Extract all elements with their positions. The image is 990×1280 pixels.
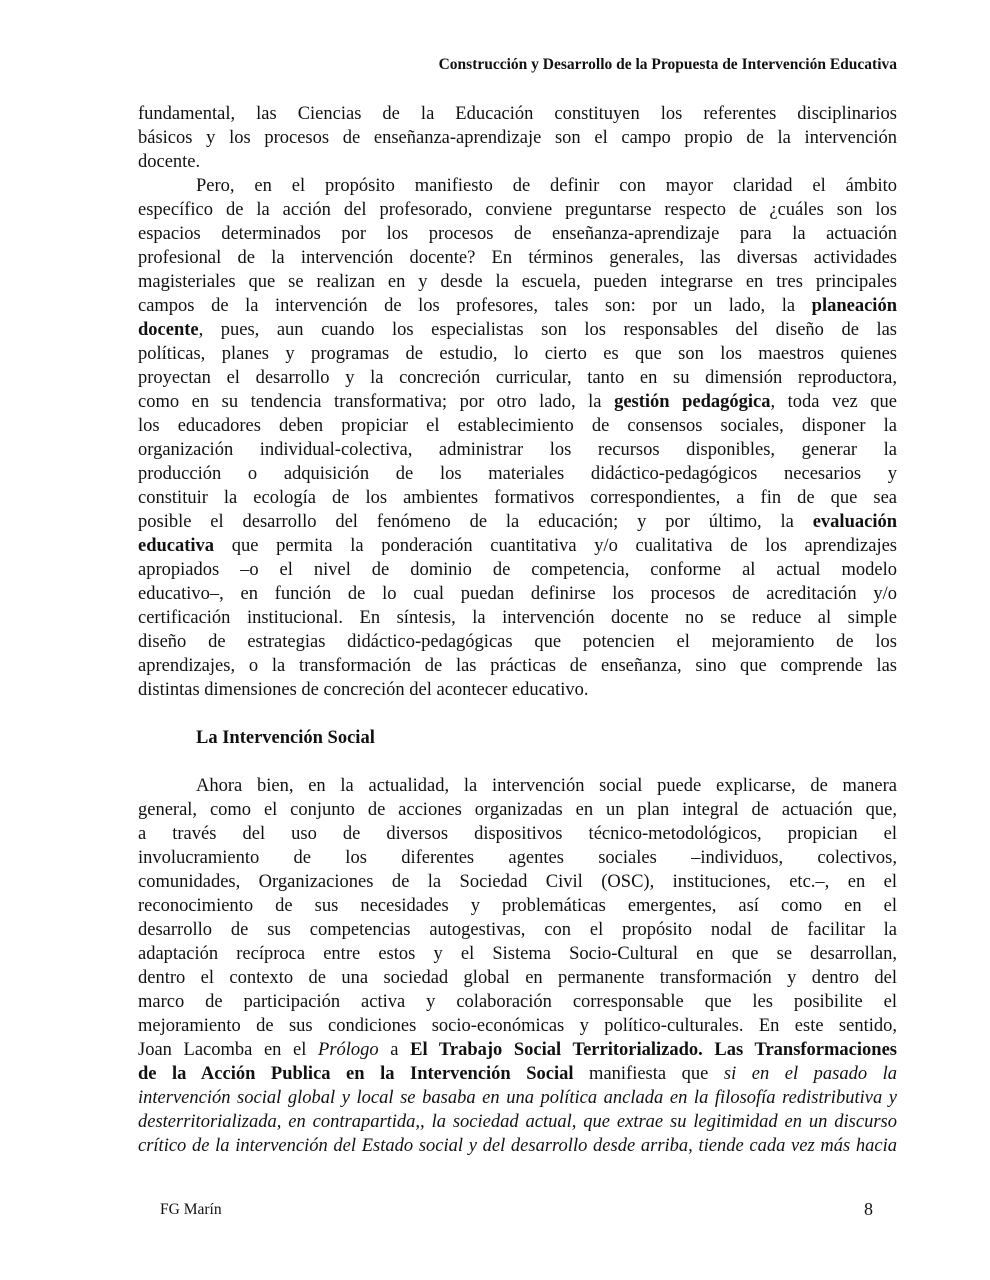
text-line xyxy=(138,174,897,198)
text-run: involucramiento de los diferentes agentes sociales –individuos, colectivos, xyxy=(138,848,897,868)
text-run: campos de la intervención de los profesores, tales son: por un lado, la xyxy=(138,296,812,316)
text-line xyxy=(138,486,897,510)
text-run: desarrollo de sus competencias autogestivas, con el propósito nodal de facilitar la xyxy=(138,920,897,940)
text-line xyxy=(138,1038,897,1062)
text-line xyxy=(138,390,897,414)
text-run: diseño de estrategias didáctico-pedagógicas que potencien el mejoramiento de los xyxy=(138,632,897,652)
bold-text: docente xyxy=(138,320,199,340)
text-line xyxy=(138,534,897,558)
document-body xyxy=(138,102,897,1158)
text-run: dentro el contexto de una sociedad global en permanente transformación y dentro del xyxy=(138,968,897,988)
text-line xyxy=(138,606,897,630)
page-number: 8 xyxy=(864,1199,873,1219)
text-run: a xyxy=(378,1040,411,1060)
text-line xyxy=(138,510,897,534)
italic-text: si en el pasado la xyxy=(723,1064,897,1084)
bold-text: gestión pedagógica xyxy=(614,392,771,412)
text-line xyxy=(138,654,897,678)
italic-text: crítico de la intervención del Estado social y del desarrollo desde arriba, tiende cada vez más hacia xyxy=(138,1136,897,1156)
bold-text: educativa xyxy=(138,536,215,556)
text-line xyxy=(138,630,897,654)
text-line xyxy=(138,414,897,438)
text-run: constituir la ecología de los ambientes formativos correspondientes, a fin de que sea xyxy=(138,488,897,508)
paragraph-gap xyxy=(138,750,897,774)
text-run: educativo–, en función de lo cual puedan definirse los procesos de acreditación y/o xyxy=(138,584,897,604)
text-run: como en su tendencia transformativa; por otro lado, la xyxy=(138,392,615,412)
text-run: docente. xyxy=(138,152,201,172)
text-line xyxy=(138,318,897,342)
bold-text: planeación xyxy=(811,296,897,316)
text-line xyxy=(138,798,897,822)
text-line xyxy=(138,462,897,486)
text-line xyxy=(138,1062,897,1086)
text-run: que permita la ponderación cuantitativa y/o cualitativa de los aprendizajes xyxy=(214,536,897,556)
text-line xyxy=(138,294,897,318)
text-run: profesional de la intervención docente? En términos generales, las diversas actividades xyxy=(138,248,897,268)
text-line xyxy=(138,342,897,366)
text-run: marco de participación activa y colaboración corresponsable que les posibilite el xyxy=(138,992,897,1012)
text-run: producción o adquisición de los materiales didáctico-pedagógicos necesarios y xyxy=(138,464,897,484)
text-line xyxy=(138,438,897,462)
text-run: manifiesta que xyxy=(573,1064,724,1084)
bold-text: evaluación xyxy=(812,512,897,532)
text-line xyxy=(138,870,897,894)
text-run: a través del uso de diversos dispositivos técnico-metodológicos, propician el xyxy=(138,824,897,844)
text-run: específico de la acción del profesorado, conviene preguntarse respecto de ¿cuáles son los xyxy=(138,200,897,220)
text-run: , pues, aun cuando los especialistas son los responsables del diseño de las xyxy=(198,320,897,340)
text-line xyxy=(138,822,897,846)
text-run: aprendizajes, o la transformación de las prácticas de enseñanza, sino que comprende las xyxy=(138,656,897,676)
text-line xyxy=(138,894,897,918)
text-run: distintas dimensiones de concreción del acontecer educativo. xyxy=(138,680,589,700)
text-run: Joan Lacomba en el xyxy=(138,1040,319,1060)
section-heading xyxy=(138,726,897,750)
text-run: reconocimiento de sus necesidades y problemáticas emergentes, así como en el xyxy=(138,896,897,916)
text-run: básicos y los procesos de enseñanza-aprendizaje son el campo propio de la intervención xyxy=(138,128,897,148)
bold-text: de la Acción Publica en la Intervención Social xyxy=(138,1064,574,1084)
text-line xyxy=(138,1110,897,1134)
text-line xyxy=(138,558,897,582)
text-run: Ahora bien, en la actualidad, la intervención social puede explicarse, de manera xyxy=(196,776,897,796)
text-line xyxy=(138,366,897,390)
text-run: Pero, en el propósito manifiesto de definir con mayor claridad el ámbito xyxy=(196,176,897,196)
running-header: Construcción y Desarrollo de la Propuesta de Intervención Educativa xyxy=(438,56,897,73)
italic-text: desterritorializada, en contrapartida,, la sociedad actual, que extrae su legitimidad en un discurso xyxy=(138,1112,897,1132)
text-line xyxy=(138,966,897,990)
text-run: adaptación recíproca entre estos y el Sistema Socio-Cultural en que se desarrollan, xyxy=(138,944,897,964)
text-run: magisteriales que se realizan en y desde la escuela, pueden integrarse en tres principales xyxy=(138,272,897,292)
text-run: políticas, planes y programas de estudio, lo cierto es que son los maestros quienes xyxy=(138,344,897,364)
text-line xyxy=(138,774,897,798)
footer-author: FG Marín xyxy=(160,1201,222,1218)
text-run: apropiados –o el nivel de dominio de competencia, conforme al actual modelo xyxy=(138,560,897,580)
italic-text: intervención social global y local se basaba en una política anclada en la filosofía redistributiva y xyxy=(138,1088,897,1108)
text-line xyxy=(138,102,897,126)
text-run: organización individual-colectiva, administrar los recursos disponibles, generar la xyxy=(138,440,897,460)
text-run: fundamental, las Ciencias de la Educación constituyen los referentes disciplinarios xyxy=(138,104,897,124)
text-line xyxy=(138,126,897,150)
text-line xyxy=(138,942,897,966)
text-run: certificación institucional. En síntesis, la intervención docente no se reduce al simple xyxy=(138,608,897,628)
text-line xyxy=(138,846,897,870)
text-run: espacios determinados por los procesos de enseñanza-aprendizaje para la actuación xyxy=(138,224,897,244)
text-line xyxy=(138,1014,897,1038)
text-line xyxy=(138,270,897,294)
text-run: comunidades, Organizaciones de la Sociedad Civil (OSC), instituciones, etc.–, en el xyxy=(138,872,897,892)
text-line xyxy=(138,990,897,1014)
text-line xyxy=(138,198,897,222)
text-line xyxy=(138,918,897,942)
text-line xyxy=(138,246,897,270)
text-run: mejoramiento de sus condiciones socio-económicas y político-culturales. En este sentido, xyxy=(138,1016,897,1036)
italic-text: Prólogo xyxy=(318,1040,379,1060)
text-line xyxy=(138,1134,897,1158)
text-run: , toda vez que xyxy=(770,392,897,412)
text-line xyxy=(138,222,897,246)
text-line xyxy=(138,678,897,702)
text-run: los educadores deben propiciar el establecimiento de consensos sociales, disponer la xyxy=(138,416,897,436)
text-line xyxy=(138,150,897,174)
text-run: proyectan el desarrollo y la concreción curricular, tanto en su dimensión reproductora, xyxy=(138,368,897,388)
text-line xyxy=(138,1086,897,1110)
text-run: posible el desarrollo del fenómeno de la educación; y por último, la xyxy=(138,512,813,532)
text-run: general, como el conjunto de acciones organizadas en un plan integral de actuación que, xyxy=(138,800,897,820)
text-line xyxy=(138,582,897,606)
text-run: La Intervención Social xyxy=(196,728,375,748)
bold-text: El Trabajo Social Territorializado. Las Transformaciones xyxy=(410,1040,897,1060)
paragraph-gap xyxy=(138,702,897,726)
